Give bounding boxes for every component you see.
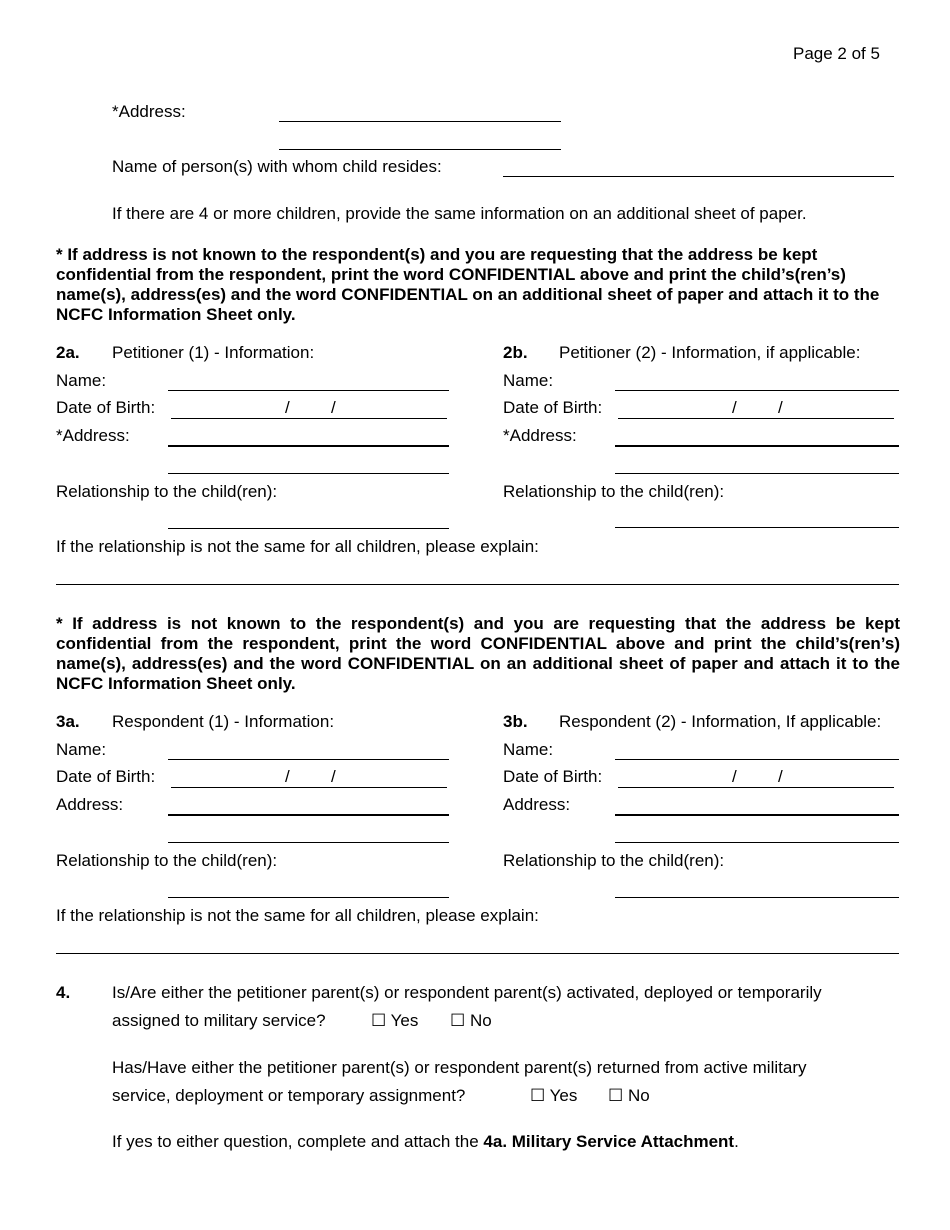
confidential-notice-1: * If address is not known to the respondent(s) and you are requesting that the address be kept confidential from the respondent, print the word CONFIDENTIAL above and print the child’s(ren’s) name(s), address(es) and the word CONFIDENTIAL on an additional sheet of paper and attach it to the NCFC Information Sheet only. — [56, 245, 880, 324]
respondent-2-number: 3b. — [503, 712, 528, 731]
respondent-2-relationship-line[interactable] — [615, 897, 899, 898]
child-address-line-1[interactable] — [279, 121, 561, 122]
respondent-1-dob-label: Date of Birth: — [56, 767, 156, 786]
respondent-1-title: Respondent (1) - Information: — [112, 712, 335, 731]
military-q2-line2: service, deployment or temporary assignment? — [112, 1086, 466, 1105]
petitioner-1-dob-line[interactable] — [171, 418, 447, 419]
military-attachment-name: 4a. Military Service Attachment — [483, 1132, 735, 1151]
child-resides-line[interactable] — [503, 176, 894, 177]
military-q1-line2: assigned to military service? — [112, 1011, 326, 1030]
petitioner-explain-label: If the relationship is not the same for all children, please explain: — [56, 537, 539, 556]
petitioner-2-dob-line[interactable] — [618, 418, 894, 419]
petitioner-1-relationship-label: Relationship to the child(ren): — [56, 482, 278, 501]
military-q2-yes-checkbox[interactable]: ☐ Yes — [530, 1086, 578, 1105]
respondent-2-name-line[interactable] — [615, 759, 899, 760]
child-resides-label: Name of person(s) with whom child resides: — [112, 157, 442, 176]
petitioner-2-name-label: Name: — [503, 371, 554, 390]
respondent-1-address-line-2[interactable] — [168, 842, 449, 843]
military-q2-line1: Has/Have either the petitioner parent(s) or respondent parent(s) returned from active military — [112, 1058, 807, 1077]
extra-children-note: If there are 4 or more children, provide the same information on an additional sheet of paper. — [112, 204, 807, 223]
petitioner-1-relationship-line[interactable] — [168, 528, 449, 529]
military-q1-line1: Is/Are either the petitioner parent(s) or respondent parent(s) activated, deployed or temporarily — [112, 983, 822, 1002]
confidential-notice-2: * If address is not known to the respondent(s) and you are requesting that the address be kept confidential from the respondent, print the word CONFIDENTIAL above and print the child’s(ren’s) name(s), address(es) and the word CONFIDENTIAL on an additional sheet of paper and attach it to the NCFC Information Sheet only. — [56, 614, 900, 693]
petitioner-2-address-label: *Address: — [503, 426, 577, 445]
petitioner-1-address-label: *Address: — [56, 426, 130, 445]
respondent-2-address-line-2[interactable] — [615, 842, 899, 843]
petitioner-1-address-line-1[interactable] — [168, 445, 449, 447]
petitioner-2-address-line-2[interactable] — [615, 473, 899, 474]
respondent-2-address-label: Address: — [503, 795, 571, 814]
petitioner-1-name-line[interactable] — [168, 390, 449, 391]
respondent-2-title: Respondent (2) - Information, If applicable: — [559, 712, 882, 731]
respondent-2-name-label: Name: — [503, 740, 554, 759]
military-q1-no-checkbox[interactable]: ☐ No — [450, 1011, 492, 1030]
military-attach-instruction — [112, 1132, 739, 1152]
petitioner-1-title: Petitioner (1) - Information: — [112, 343, 315, 362]
respondent-1-dob-sep-2: / — [331, 767, 336, 786]
military-attach-suffix: . — [734, 1132, 739, 1151]
respondent-1-name-line[interactable] — [168, 759, 449, 760]
military-q2-no-checkbox[interactable]: ☐ No — [608, 1086, 650, 1105]
respondent-1-number: 3a. — [56, 712, 80, 731]
petitioner-explain-line[interactable] — [56, 584, 899, 585]
petitioner-2-address-line-1[interactable] — [615, 445, 899, 447]
petitioner-2-number: 2b. — [503, 343, 528, 362]
respondent-2-dob-sep-2: / — [778, 767, 783, 786]
respondent-2-relationship-label: Relationship to the child(ren): — [503, 851, 725, 870]
military-attach-prefix: If yes to either question, complete and attach the — [112, 1132, 484, 1151]
respondent-2-dob-line[interactable] — [618, 787, 894, 788]
petitioner-2-relationship-line[interactable] — [615, 527, 899, 528]
respondent-1-address-label: Address: — [56, 795, 124, 814]
respondent-1-relationship-line[interactable] — [168, 897, 449, 898]
petitioner-2-dob-sep-1: / — [732, 398, 737, 417]
petitioner-2-dob-label: Date of Birth: — [503, 398, 603, 417]
respondent-1-name-label: Name: — [56, 740, 107, 759]
petitioner-1-name-label: Name: — [56, 371, 107, 390]
respondent-2-address-line-1[interactable] — [615, 814, 899, 816]
respondent-1-dob-sep-1: / — [285, 767, 290, 786]
respondent-explain-label: If the relationship is not the same for all children, please explain: — [56, 906, 539, 925]
petitioner-2-dob-sep-2: / — [778, 398, 783, 417]
petitioner-2-title: Petitioner (2) - Information, if applicable: — [559, 343, 861, 362]
petitioner-1-dob-sep-2: / — [331, 398, 336, 417]
respondent-explain-line[interactable] — [56, 953, 899, 954]
petitioner-2-name-line[interactable] — [615, 390, 899, 391]
petitioner-1-dob-label: Date of Birth: — [56, 398, 156, 417]
petitioner-1-address-line-2[interactable] — [168, 473, 449, 474]
military-number: 4. — [56, 983, 71, 1002]
respondent-1-dob-line[interactable] — [171, 787, 447, 788]
military-q1-yes-checkbox[interactable]: ☐ Yes — [371, 1011, 419, 1030]
respondent-2-dob-label: Date of Birth: — [503, 767, 603, 786]
page-number: Page 2 of 5 — [793, 44, 880, 63]
petitioner-1-number: 2a. — [56, 343, 80, 362]
child-address-label: *Address: — [112, 102, 186, 121]
petitioner-2-relationship-label: Relationship to the child(ren): — [503, 482, 725, 501]
respondent-1-address-line-1[interactable] — [168, 814, 449, 816]
child-address-line-2[interactable] — [279, 149, 561, 150]
respondent-1-relationship-label: Relationship to the child(ren): — [56, 851, 278, 870]
respondent-2-dob-sep-1: / — [732, 767, 737, 786]
petitioner-1-dob-sep-1: / — [285, 398, 290, 417]
